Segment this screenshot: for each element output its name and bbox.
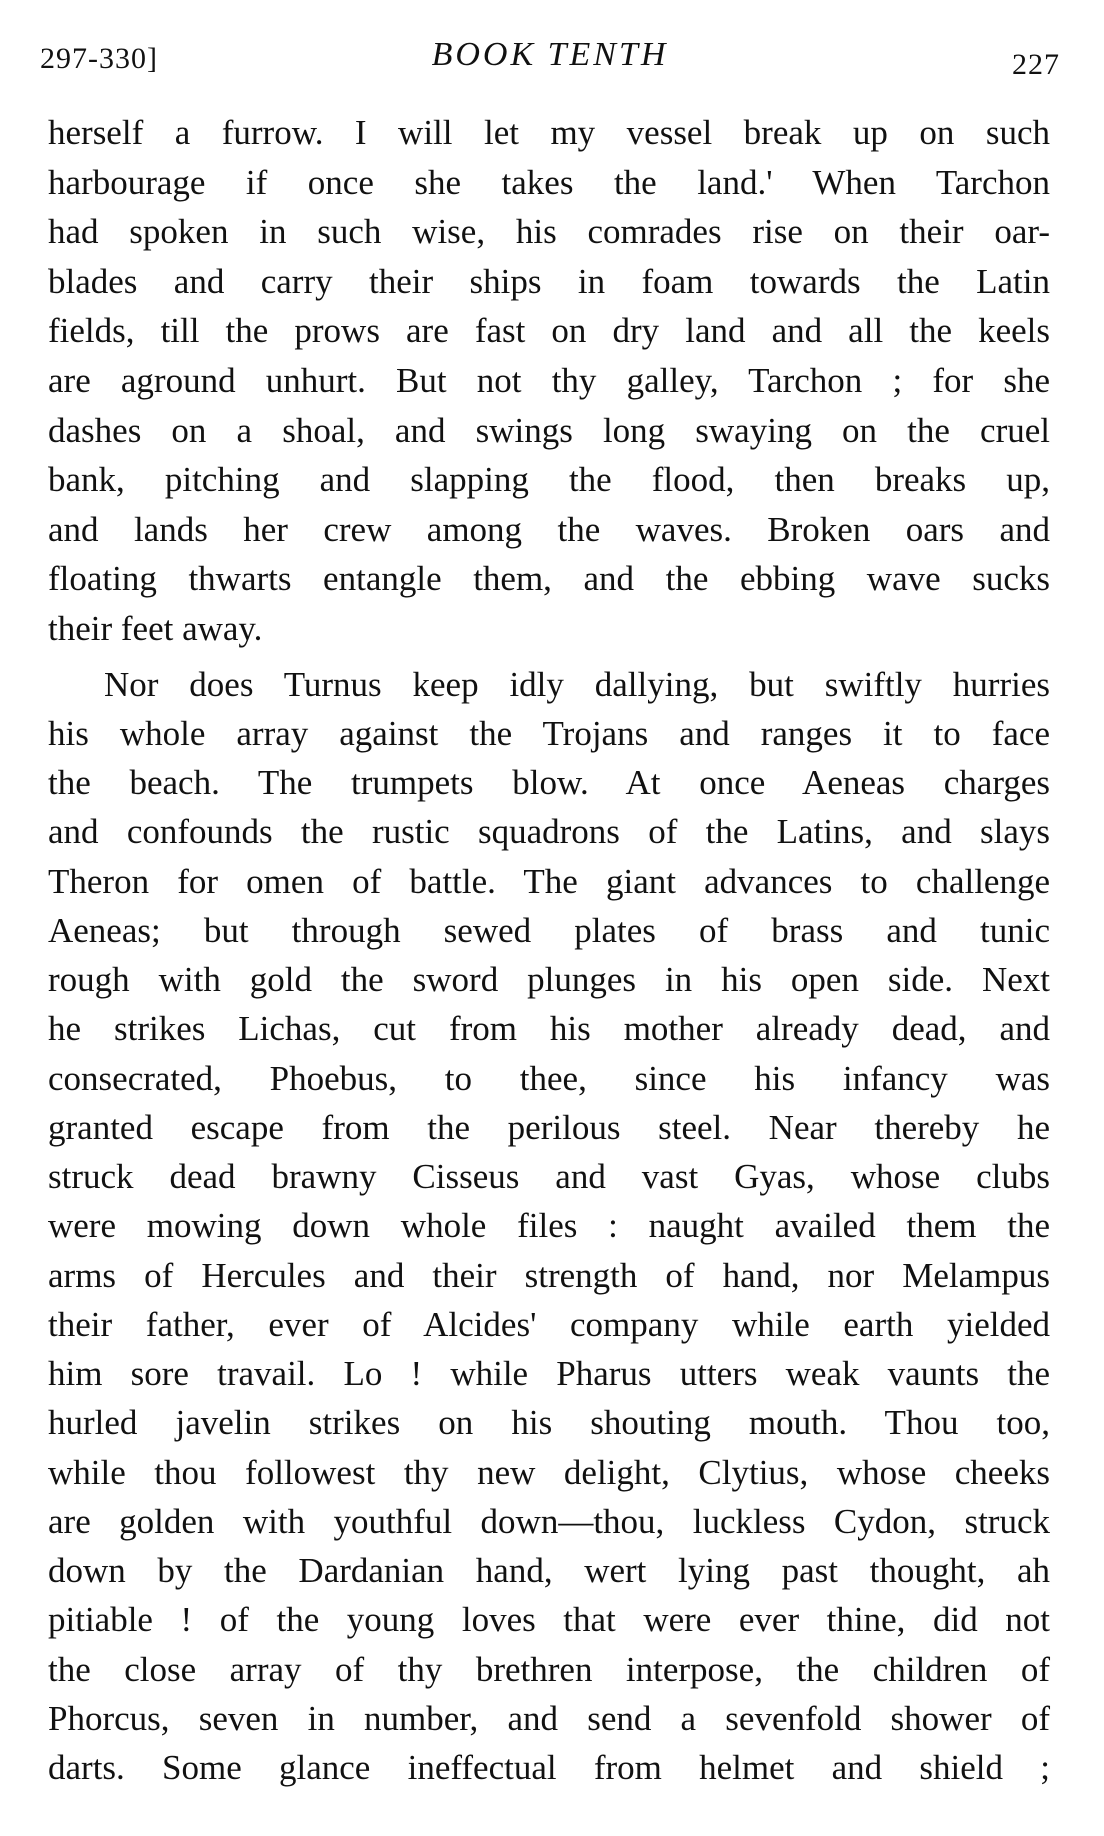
text-line: him sore travail. Lo ! while Pharus utters weak vaunts the	[48, 1354, 1050, 1394]
body-text	[48, 108, 1050, 1792]
text-line: darts. Some glance ineffectual from helmet and shield ;	[48, 1748, 1050, 1788]
text-line: their feet away.	[48, 608, 263, 648]
text-line: are golden with youthful down—thou, luckless Cydon, struck	[48, 1501, 1050, 1541]
text-line: hurled javelin strikes on his shouting mouth. Thou too,	[48, 1403, 1050, 1443]
text-line: and lands her crew among the waves. Broken oars and	[48, 509, 1050, 549]
text-line: he strikes Lichas, cut from his mother already dead, and	[48, 1009, 1050, 1049]
text-line: were mowing down whole files : naught availed them the	[48, 1206, 1050, 1246]
text-line: pitiable ! of the young loves that were ever thine, did not	[48, 1600, 1050, 1640]
text-line: Phorcus, seven in number, and send a sevenfold shower of	[48, 1698, 1050, 1738]
text-line: dashes on a shoal, and swings long swaying on the cruel	[48, 410, 1050, 450]
text-line: his whole array against the Trojans and ranges it to face	[48, 713, 1050, 753]
text-line: blades and carry their ships in foam towards the Latin	[48, 261, 1050, 301]
line-range-marker: 297-330]	[40, 42, 158, 75]
text-line: consecrated, Phoebus, to thee, since his infancy was	[48, 1058, 1050, 1098]
text-line: floating thwarts entangle them, and the ebbing wave sucks	[48, 559, 1050, 599]
text-line: Aeneas; but through sewed plates of brass and tunic	[48, 910, 1050, 950]
text-line: granted escape from the perilous steel. Near thereby he	[48, 1107, 1050, 1147]
text-line: fields, till the prows are fast on dry land and all the keels	[48, 311, 1050, 351]
text-line: down by the Dardanian hand, wert lying past thought, ah	[48, 1551, 1050, 1591]
text-line: arms of Hercules and their strength of hand, nor Melampus	[48, 1255, 1050, 1295]
text-line: had spoken in such wise, his comrades rise on their oar-	[48, 212, 1050, 252]
text-line: are aground unhurt. But not thy galley, Tarchon ; for she	[48, 360, 1050, 400]
text-line: struck dead brawny Cisseus and vast Gyas, whose clubs	[48, 1157, 1050, 1197]
page-number: 227	[1012, 48, 1060, 81]
text-line: herself a furrow. I will let my vessel break up on such	[48, 113, 1050, 152]
text-line: harbourage if once she takes the land.' When Tarchon	[48, 162, 1050, 202]
running-head	[40, 36, 1060, 86]
text-line: and confounds the rustic squadrons of the Latins, and slays	[48, 812, 1050, 852]
text-line: bank, pitching and slapping the flood, then breaks up,	[48, 460, 1050, 500]
text-line: Nor does Turnus keep idly dallying, but swiftly hurries	[104, 664, 1050, 704]
text-line: the beach. The trumpets blow. At once Aeneas charges	[48, 763, 1050, 803]
text-line: their father, ever of Alcides' company while earth yielded	[48, 1304, 1050, 1344]
text-line: the close array of thy brethren interpose, the children of	[48, 1649, 1050, 1689]
paragraph-1	[48, 108, 1050, 654]
text-line: rough with gold the sword plunges in his open side. Next	[48, 960, 1050, 1000]
paragraph-2	[48, 660, 1050, 1793]
text-line: Theron for omen of battle. The giant advances to challenge	[48, 861, 1050, 901]
book-title-header: BOOK TENTH	[431, 36, 669, 73]
text-line: while thou followest thy new delight, Clytius, whose cheeks	[48, 1452, 1050, 1492]
